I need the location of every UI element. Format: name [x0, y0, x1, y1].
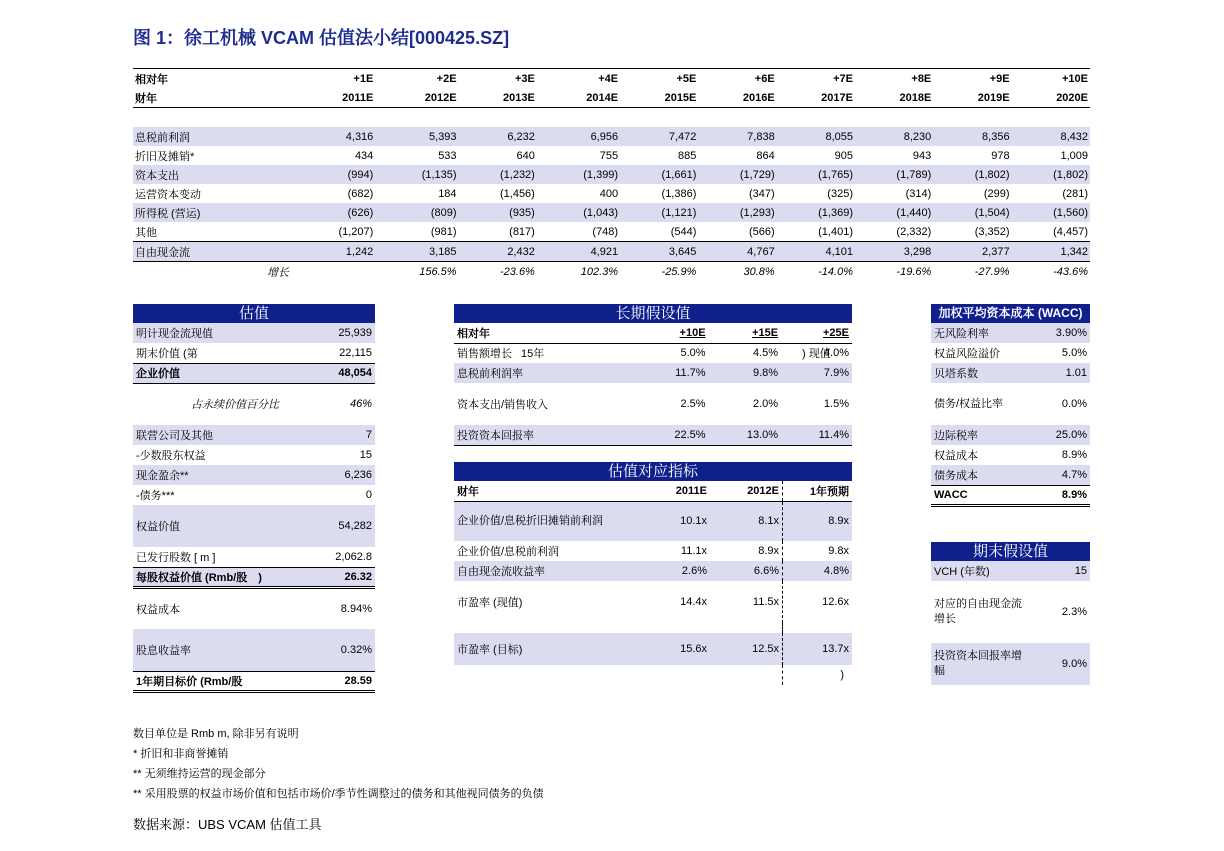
row-value: -25.9% [661, 265, 697, 278]
row-value: 184 [438, 187, 457, 200]
row-value: (1,135) [375, 165, 458, 184]
row-value: 102.3% [580, 265, 619, 278]
row-value: 978 [991, 149, 1010, 162]
row-label: 市盈率 (现值) [457, 597, 523, 609]
cashflow-table [133, 68, 1090, 281]
row-value: 30.8% [743, 265, 775, 278]
row-value: 15 [359, 449, 372, 461]
row-label: 债务/权益比率 [934, 397, 1004, 410]
row-label: 股息收益率 [136, 644, 191, 657]
header-label: 相对年 [133, 69, 297, 89]
row-value: (1,369) [777, 203, 855, 222]
row-value: 8.9% [1061, 488, 1087, 501]
row-value: (347) [749, 187, 775, 200]
row-value: (626) [297, 203, 375, 222]
row-value: (1,765) [777, 165, 855, 184]
row-value: 6,236 [344, 469, 372, 481]
table-row [133, 242, 1090, 262]
terminal-title: 期末假设值 [931, 542, 1090, 561]
wacc-panel [931, 304, 1090, 507]
row-value: 2.0% [752, 398, 779, 410]
header-cell: +6E [698, 69, 776, 89]
row-value: 640 [516, 149, 535, 162]
row-value: 3,298 [855, 242, 933, 262]
row-label: 权益成本 [136, 603, 180, 616]
row-value: -14.0% [818, 265, 853, 278]
terminal-panel [931, 542, 1090, 685]
valuation-panel [133, 304, 375, 693]
footnote: ** 采用股票的权益市场价值和包括市场价/季节性调整过的债务和其他视同债务的负债 [133, 788, 544, 800]
table-row [133, 184, 1090, 203]
row-value: -19.6% [896, 265, 932, 278]
row-value: 8,230 [855, 127, 933, 146]
row-label: 权益价值 [136, 521, 180, 533]
row-value: (1,386) [661, 187, 697, 200]
row-value: 5.0% [1061, 347, 1087, 359]
row-value: 4.0% [823, 347, 849, 360]
row-value: 25,939 [338, 327, 372, 339]
row-value: 1,009 [1060, 149, 1088, 162]
row-label: 无风险利率 [934, 328, 989, 340]
row-value: -27.9% [974, 265, 1010, 278]
row-value: (1,121) [620, 203, 698, 222]
row-value: (4,457) [1053, 225, 1088, 238]
header-cell: 2011E [675, 484, 707, 497]
row-value: (748) [592, 225, 619, 238]
header-cell: 2015E [620, 88, 698, 108]
row-value: 12.6x [822, 596, 849, 608]
row-value: 5.0% [680, 347, 706, 360]
table-row [133, 222, 1090, 242]
row-value: (566) [749, 225, 775, 238]
row-value: 864 [756, 149, 775, 162]
row-value: (1,729) [698, 165, 776, 184]
row-label: 销售额增长 [457, 348, 512, 361]
header-cell: +7E [777, 69, 855, 89]
table-row [133, 165, 1090, 184]
header-cell: 2014E [537, 88, 620, 108]
figure-title: 图 1：徐工机械 VCAM 估值法小结[000425.SZ] [133, 28, 510, 48]
row-label: 企业价值/息税折旧摊销前利润 [457, 514, 604, 527]
row-value: 1,242 [297, 242, 375, 262]
row-value: (281) [1062, 187, 1088, 200]
row-value: 8,055 [777, 127, 855, 146]
row-value: 11.7% [675, 367, 706, 379]
header-cell: +5E [620, 69, 698, 89]
row-value: (682) [347, 187, 374, 200]
row-value: 533 [438, 149, 457, 162]
row-value: (1,504) [933, 203, 1011, 222]
row-label: 占永续价值百分比 [191, 399, 279, 412]
row-value: 9.8x [828, 545, 849, 557]
longterm-panel [454, 304, 852, 446]
header-cell: +10E [679, 326, 706, 339]
table-row [133, 203, 1090, 222]
row-value: (1,043) [537, 203, 620, 222]
row-label: 权益成本 [934, 450, 978, 462]
header-cell: 2012E [710, 481, 783, 501]
row-label: 自由现金流 [133, 242, 297, 262]
row-value: 11.5x [710, 581, 783, 623]
row-label: -债务*** [136, 490, 175, 502]
header-row-relative-year [133, 69, 1090, 89]
row-value: 46% [349, 398, 372, 411]
row-label: 所得税 (营运) [133, 203, 297, 222]
row-value: 13.7x [822, 643, 849, 655]
header-cell: +2E [375, 69, 458, 89]
row-value: 4,767 [698, 242, 776, 262]
row-label: 已发行股数 [ m ] [136, 551, 216, 564]
row-value: (809) [375, 203, 458, 222]
wacc-title: 加权平均资本成本 (WACC) [931, 304, 1090, 323]
row-label: 期末价值 (第 [136, 347, 198, 360]
row-label: 折旧及摊销* [135, 150, 195, 163]
row-label: -少数股东权益 [136, 450, 206, 462]
row-value: (1,293) [698, 203, 776, 222]
row-label: 联营公司及其他 [136, 430, 213, 442]
row-label: 明计现金流现值 [136, 328, 213, 340]
row-value: 8.94% [340, 602, 372, 615]
multiples-panel [454, 462, 852, 685]
valuation-title: 估值 [133, 304, 375, 323]
row-value: 885 [678, 149, 697, 162]
row-value: 8,356 [933, 127, 1011, 146]
row-value: (1,802) [933, 165, 1011, 184]
row-value: 2,062.8 [335, 550, 372, 563]
row-value: 25.0% [1055, 429, 1087, 441]
multiples-title: 估值对应指标 [454, 462, 852, 481]
spacer-row [133, 108, 1090, 128]
row-value: 2,432 [459, 242, 537, 262]
row-value: 434 [354, 149, 374, 162]
header-cell: +3E [459, 69, 537, 89]
row-label: 市盈率 (目标) [457, 644, 523, 656]
row-label: 对应的自由现金流增长 [934, 598, 1022, 625]
row-value: 1.5% [823, 398, 849, 410]
row-value: 8.9% [1061, 449, 1087, 461]
row-value: (1,232) [459, 165, 537, 184]
row-value: 10.1x [680, 515, 707, 528]
header-cell: 2011E [297, 88, 375, 108]
row-value: (314) [905, 187, 932, 200]
row-value: 14.4x [680, 596, 707, 608]
row-value: 7,838 [698, 127, 776, 146]
growth-row [133, 262, 1090, 282]
row-value: 54,282 [338, 520, 372, 532]
header-label: 财年 [133, 88, 297, 108]
row-value: 1,342 [1012, 242, 1090, 262]
row-value: 48,054 [338, 367, 372, 379]
row-value: 8,432 [1012, 127, 1090, 146]
row-value: (981) [430, 225, 457, 238]
row-label: 债务成本 [934, 469, 978, 482]
row-value: -23.6% [499, 265, 535, 278]
row-label: 边际税率 [934, 430, 978, 442]
row-value: 3.90% [1055, 327, 1087, 339]
row-value: 400 [599, 187, 619, 200]
trailing-paren: ) [840, 669, 844, 681]
row-value: 9.0% [1061, 658, 1087, 670]
header-cell: +15E [752, 326, 779, 339]
row-value: 13.0% [746, 428, 779, 441]
header-cell: 2012E [375, 88, 458, 108]
row-label: 资本支出/销售收入 [457, 399, 549, 411]
footnote: * 折旧和非商誉摊销 [133, 748, 229, 760]
row-label: 息税前利润率 [457, 368, 523, 380]
row-value: (1,802) [1012, 165, 1090, 184]
row-label: VCH (年数) [934, 566, 990, 578]
row-value: (935) [459, 203, 537, 222]
row-label: 每股权益价值 (Rmb/股 ) [136, 571, 262, 584]
row-label: WACC [934, 488, 968, 501]
row-label: 权益风险溢价 [934, 348, 1000, 360]
row-label: 现金盈余** [136, 470, 189, 482]
row-value: 4.5% [752, 347, 779, 360]
row-value: 2,377 [933, 242, 1011, 262]
header-cell: 1年预期 [809, 485, 849, 498]
row-value: 5,393 [375, 127, 458, 146]
row-value: 6,956 [537, 127, 620, 146]
row-value: 0 [365, 489, 372, 501]
row-value: 943 [912, 149, 932, 162]
row-label: 息税前利润 [133, 127, 297, 146]
row-value: 2.5% [680, 398, 706, 410]
data-source: 数据来源：UBS VCAM 估值工具 [133, 817, 322, 832]
header-cell: +4E [537, 69, 620, 89]
row-value: 3,185 [375, 242, 458, 262]
row-value: 8.9x [828, 515, 849, 528]
row-value: 905 [834, 149, 853, 162]
row-value: 28.59 [344, 674, 372, 687]
header-cell: +8E [855, 69, 933, 89]
row-value: (1,661) [620, 165, 698, 184]
row-value: 22.5% [674, 428, 706, 441]
row-value: 755 [599, 149, 619, 162]
header-cell: 2013E [459, 88, 537, 108]
row-label: 贝塔系数 [934, 368, 978, 380]
row-value: 9.8% [752, 367, 779, 379]
row-value: 6,232 [459, 127, 537, 146]
row-label: 企业价值 [136, 368, 180, 380]
header-row-fiscal-year [133, 88, 1090, 108]
row-value: 3,645 [620, 242, 698, 262]
row-value: (3,352) [974, 225, 1010, 238]
row-label: 其他 [135, 226, 157, 239]
overlay-text: ) 现值 [802, 348, 831, 360]
row-value: 4.8% [823, 565, 849, 577]
row-value: (299) [983, 187, 1010, 200]
row-value: (1,399) [537, 165, 620, 184]
header-label: 相对年 [457, 327, 490, 340]
row-value [297, 262, 375, 282]
row-value: (1,440) [855, 203, 933, 222]
row-label: 投资资本回报率 [457, 429, 534, 442]
row-value: (325) [827, 187, 853, 200]
row-value: 7,472 [620, 127, 698, 146]
row-value: 26.32 [344, 570, 372, 583]
row-label: 增长 [267, 266, 289, 279]
row-value: 156.5% [419, 265, 457, 278]
row-value: 7.9% [823, 367, 849, 379]
footnote: ** 无须维持运营的现金部分 [133, 768, 266, 780]
header-cell: 2017E [777, 88, 855, 108]
row-value: (994) [297, 165, 375, 184]
table-row [133, 146, 1090, 165]
row-value: 0.0% [1061, 398, 1087, 410]
row-value: 4.7% [1061, 468, 1087, 481]
row-value: 4,101 [777, 242, 855, 262]
row-value: (544) [670, 225, 697, 238]
longterm-title: 长期假设值 [454, 304, 852, 323]
row-label: 投资资本回报率增幅 [934, 650, 1022, 677]
row-value: 15.6x [680, 643, 707, 655]
row-value: -43.6% [1053, 265, 1088, 278]
header-label: 财年 [457, 485, 479, 498]
row-value: 8.1x [710, 501, 783, 541]
header-cell: +1E [297, 69, 375, 89]
row-value: 2.3% [1061, 606, 1087, 618]
row-value: (1,560) [1012, 203, 1090, 222]
header-cell: 2016E [698, 88, 776, 108]
row-value: (1,456) [499, 187, 535, 200]
row-value: (817) [509, 225, 535, 238]
row-value: (1,401) [818, 225, 853, 238]
row-value: 15 [1074, 565, 1087, 577]
header-cell: +25E [823, 326, 849, 339]
header-cell: +9E [933, 69, 1011, 89]
row-value: 11.4% [818, 428, 849, 441]
header-cell: +10E [1012, 69, 1090, 89]
row-label: 1年期目标价 (Rmb/股 [136, 675, 243, 688]
row-value: 7 [365, 429, 372, 441]
row-value: 12.5x [710, 633, 783, 665]
row-value: 1.01 [1065, 367, 1087, 379]
footnote: 数目单位是 Rmb m, 除非另有说明 [133, 728, 299, 740]
row-value: 8.9x [710, 541, 783, 561]
header-cell: 2020E [1012, 88, 1090, 108]
row-value: (2,332) [896, 225, 932, 238]
table-row [133, 127, 1090, 146]
overlay-text: 15年 [521, 348, 545, 360]
row-label: 资本支出 [133, 165, 297, 184]
row-value: 4,316 [297, 127, 375, 146]
row-value: 0.32% [340, 643, 372, 656]
row-label: 运营资本变动 [135, 188, 201, 201]
row-label: 企业价值/息税前利润 [457, 546, 560, 558]
header-cell: 2019E [933, 88, 1011, 108]
row-value: 2.6% [681, 565, 707, 577]
row-value: 11.1x [680, 545, 707, 557]
header-cell: 2018E [855, 88, 933, 108]
row-value: 22,115 [339, 346, 372, 359]
row-value: 4,921 [537, 242, 620, 262]
row-label: 自由现金流收益率 [457, 566, 545, 578]
row-value: (1,789) [855, 165, 933, 184]
footnotes [133, 724, 544, 804]
row-value: 6.6% [710, 561, 783, 581]
row-value: (1,207) [338, 225, 374, 238]
